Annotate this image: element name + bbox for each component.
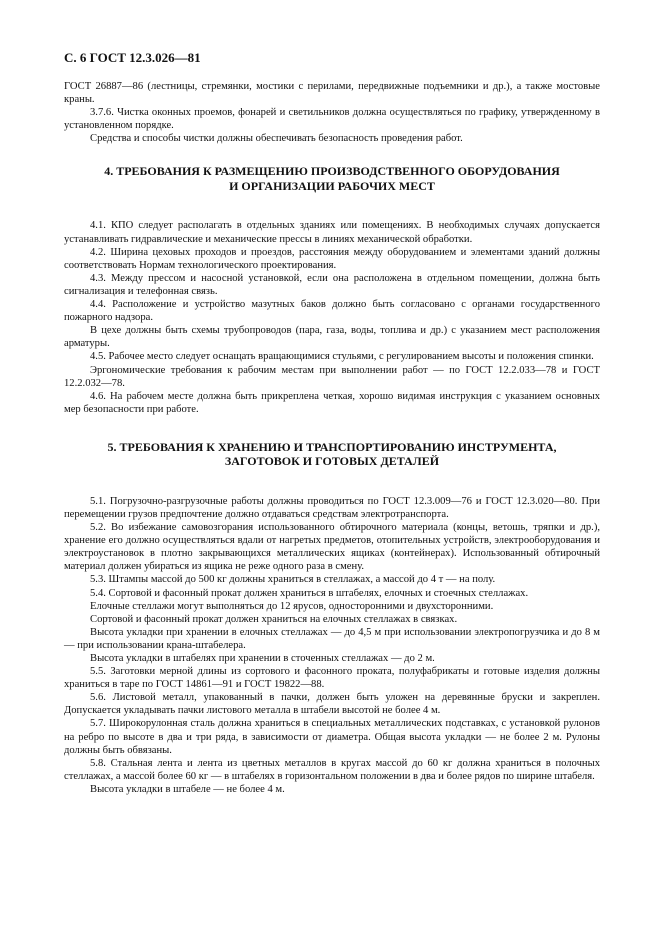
paragraph: 5.2. Во избежание самовозгорания использованного обтирочного материала (концы, ветошь, тряпки и др.), хранение его должно осуществляться вдали от нагретых предметов, отопительных устройств, электрооборудования и электроустановок в плотно закрывающихся металлических ящиках (контейнерах). Использованный обтирочный материал должен убираться из ящика не реже одного раза в смену. [64,522,600,573]
paragraph: Высота укладки в штабеле — не более 4 м. [90,783,285,795]
paragraph: 4.3. Между прессом и насосной установкой, если она расположена в отдельном помещении, должна быть сигнализация и телефонная связь. [64,272,600,297]
paragraph: ГОСТ 26887—86 (лестницы, стремянки, мостики с перилами, передвижные подъемники и др.), а также мостовые краны. [64,81,600,106]
paragraph: Елочные стеллажи могут выполняться до 12 ярусов, односторонними и двухсторонними. [90,600,494,612]
paragraph: 4.1. КПО следует располагать в отдельных зданиях или помещениях. В необходимых случаях допускается устанавливать гидравлические и механические прессы в линиях механической обработки. [64,220,600,245]
paragraph: Эргономические требования к рабочим местам при выполнении работ — по ГОСТ 12.2.033—78 и ГОСТ 12.2.032—78. [64,364,600,389]
paragraph: 5.1. Погрузочно-разгрузочные работы должны проводиться по ГОСТ 12.3.009—76 и ГОСТ 12.3.020—80. При перемещении грузов предпочтение должно отдаваться средствам электротранспорта. [64,495,600,520]
section-title-line: 4. ТРЕБОВАНИЯ К РАЗМЕЩЕНИЮ ПРОИЗВОДСТВЕННОГО ОБОРУДОВАНИЯ [104,164,560,179]
paragraph: 4.4. Расположение и устройство мазутных баков должно быть согласовано с органами государственного пожарного надзора. [64,299,600,324]
paragraph: Средства и способы чистки должны обеспечивать безопасность проведения работ. [90,133,463,145]
paragraph: 5.5. Заготовки мерной длины из сортового и фасонного проката, полуфабрикаты и готовые изделия должны храниться в таре по ГОСТ 14861—91 и ГОСТ 19822—88. [64,666,600,691]
paragraph: 4.2. Ширина цеховых проходов и проездов, расстояния между оборудованием и элементами зданий должны соответствовать Нормам технологического проектирования. [64,246,600,271]
paragraph: Сортовой и фасонный прокат должен храниться на елочных стеллажах в связках. [90,613,458,625]
section-title-line: И ОРГАНИЗАЦИИ РАБОЧИХ МЕСТ [229,178,435,193]
paragraph: Высота укладки при хранении в елочных стеллажах — до 4,5 м при использовании электропогрузчика и до 8 м — при использовании крана-штабелера. [64,626,600,651]
section-title-line: ЗАГОТОВОК И ГОТОВЫХ ДЕТАЛЕЙ [224,454,440,469]
section-4-body [64,219,600,415]
page-header: С. 6 ГОСТ 12.3.026—81 [64,50,201,65]
paragraph: 5.3. Штампы массой до 500 кг должны храниться в стеллажах, а массой до 4 т — на полу. [90,574,496,586]
paragraph: 5.6. Листовой металл, упакованный в пачки, должен быть уложен на деревянные бруски и закреплен. Допускается укладывать пачки листового металла в штабели высотой не более 4 м. [64,692,600,717]
paragraph: 5.8. Стальная лента и лента из цветных металлов в кругах массой до 60 кг должна храниться в полочных стеллажах, а массой более 60 кг — в штабелях в горизонтальном положении в два и более рядов по ширине штабеля. [64,757,600,782]
section-5-title [64,440,600,469]
paragraph: 4.5. Рабочее место следует оснащать вращающимися стульями, с регулированием высоты и положения спинки. [90,351,594,363]
section-4-title [64,164,600,193]
section-title-line: 5. ТРЕБОВАНИЯ К ХРАНЕНИЮ И ТРАНСПОРТИРОВАНИЮ ИНСТРУМЕНТА, [107,439,557,454]
section-5-body [64,495,600,796]
paragraph: В цехе должны быть схемы трубопроводов (пара, газа, воды, топлива и др.) с указанием мест расположения арматуры. [64,325,600,350]
paragraph: 3.7.6. Чистка оконных проемов, фонарей и светильников должна осуществляться по графику, утвержденному в установленном порядке. [64,107,600,132]
paragraph: 4.6. На рабочем месте должна быть прикреплена четкая, хорошо видимая инструкция с указанием основных мер безопасности при работе. [64,390,600,415]
document-page [64,50,600,796]
paragraph: 5.7. Широкорулонная сталь должна храниться в специальных металлических подставках, с установкой рулонов на ребро по высоте в два и три ряда, в зависимости от диаметра. Общая высота укладки — не более 2 м. Рулоны должны быть обвязаны. [64,718,600,756]
intro-block [64,80,600,145]
paragraph: 5.4. Сортовой и фасонный прокат должен храниться в штабелях, елочных и стоечных стеллажах. [90,587,529,599]
paragraph: Высота укладки в штабелях при хранении в сточенных стеллажах — до 2 м. [90,653,435,664]
